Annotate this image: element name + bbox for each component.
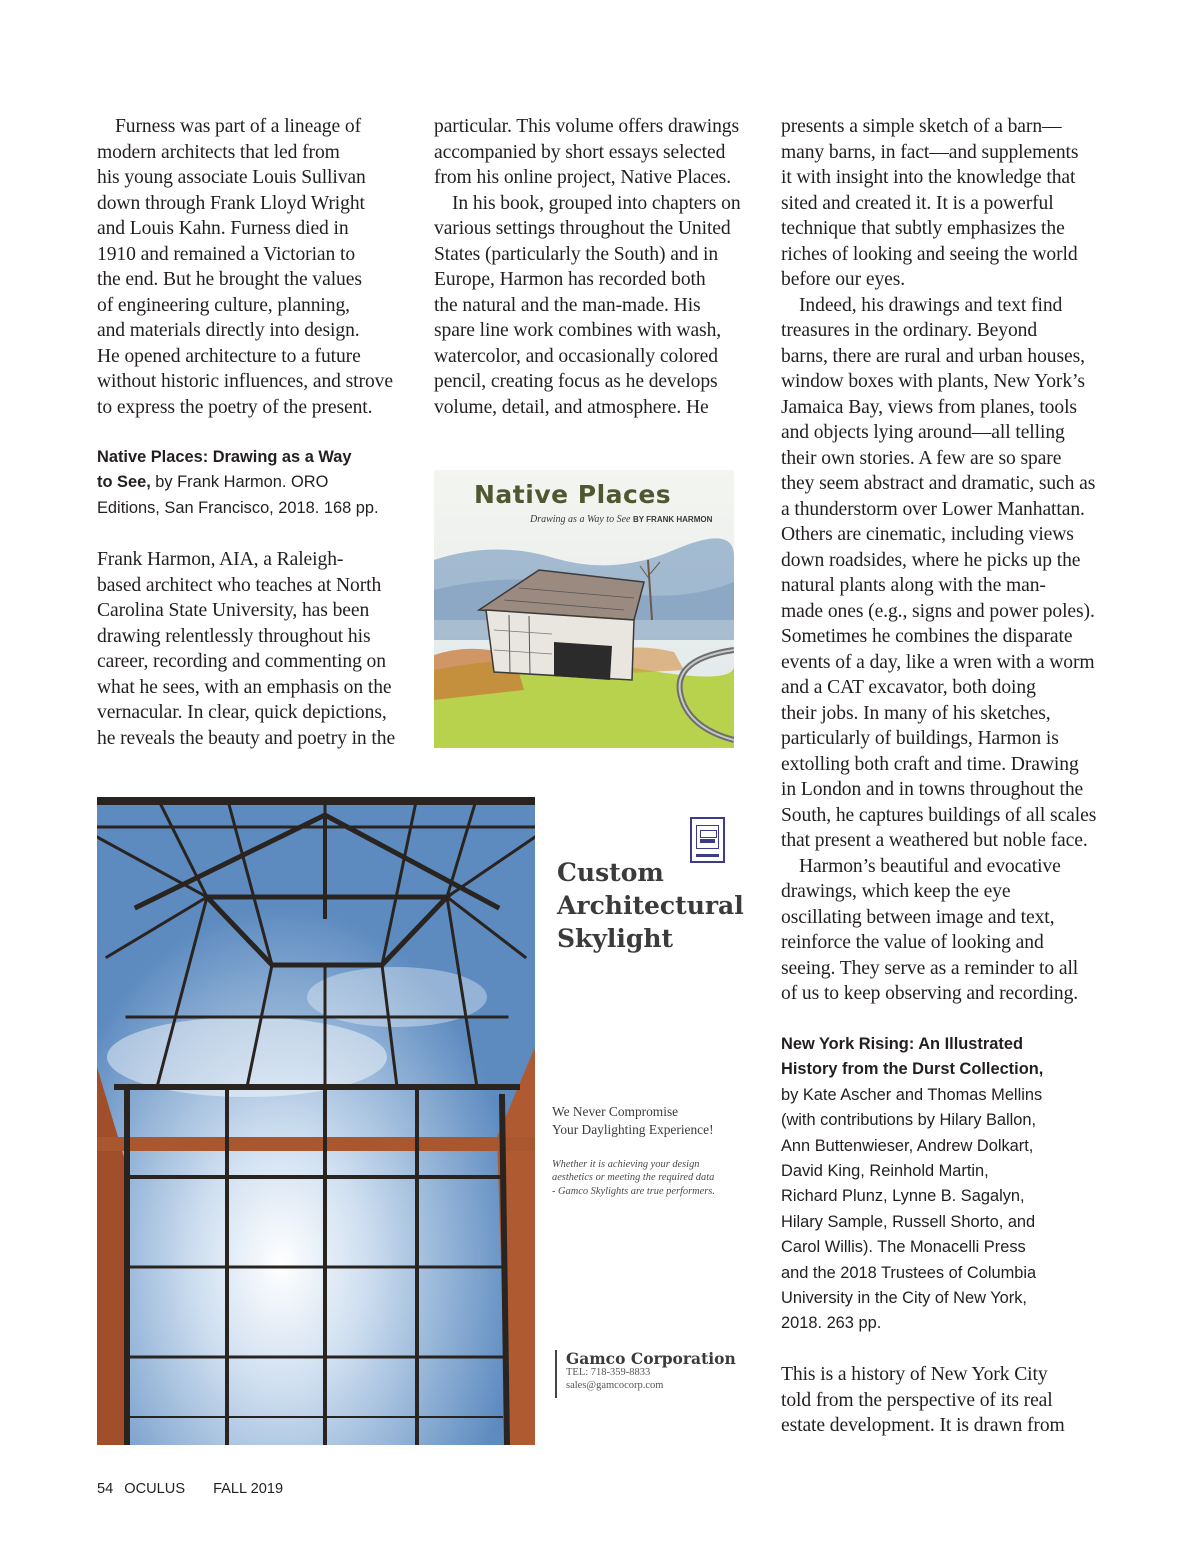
citation-line: David King, Reinhold Martin, — [781, 1162, 989, 1181]
text-line: of us to keep observing and recording. — [781, 983, 1079, 1004]
text-line: This is a history of New York City — [781, 1364, 1048, 1385]
text-line: watercolor, and occasionally colored — [434, 345, 718, 367]
text-line: many barns, in fact—and supplements — [781, 141, 1079, 163]
text-line: drawing relentlessly throughout his — [97, 625, 371, 647]
logo-emblem — [696, 825, 719, 849]
text-line: and a CAT excavator, both doing — [781, 677, 1036, 698]
skylight-illustration — [97, 797, 535, 1445]
ad-tagline — [552, 1103, 714, 1138]
text-line: reinforce the value of looking and — [781, 932, 1044, 953]
text-line: without historic influences, and strove — [97, 371, 393, 392]
book-publisher: Editions, San Francisco, 2018. 168 pp. — [97, 498, 379, 517]
column-3-text — [781, 114, 1101, 1007]
ad-headline-line: Skylight — [557, 924, 674, 953]
text-line: natural plants along with the man- — [781, 575, 1046, 596]
ad-telephone: TEL: 718-359-8833 — [566, 1367, 651, 1378]
barn-watercolor-illustration — [434, 470, 734, 748]
text-line: States (particularly the South) and in — [434, 243, 719, 265]
text-line: drawings, which keep the eye — [781, 881, 1011, 902]
text-line: riches of looking and seeing the world — [781, 243, 1078, 265]
page-number: 54 — [97, 1481, 114, 1497]
text-line: the end. But he brought the values — [97, 269, 362, 290]
citation-line: Carol Willis). The Monacelli Press — [781, 1238, 1026, 1257]
text-line: Others are cinematic, including views — [781, 524, 1074, 545]
column-2-para-1 — [434, 114, 744, 420]
text-line: a thunderstorm over Lower Manhattan. — [781, 498, 1085, 520]
ad-tagline-line: We Never Compromise — [552, 1104, 679, 1119]
skylight-photo — [97, 797, 535, 1445]
text-line: particularly of buildings, Harmon is — [781, 728, 1059, 749]
text-line: Furness was part of a lineage of — [115, 116, 361, 137]
text-line: barns, there are rural and urban houses, — [781, 345, 1085, 367]
ad-tagline-line: Your Daylighting Experience! — [552, 1121, 714, 1137]
ad-email: sales@gamcocorp.com — [566, 1379, 664, 1391]
text-line: what he sees, with an emphasis on the — [97, 676, 392, 698]
ad-description-line: - Gamco Skylights are true performers. — [552, 1185, 715, 1197]
cover-subtitle — [530, 514, 712, 525]
text-line: extolling both craft and time. Drawing — [781, 753, 1079, 775]
citation-line: and the 2018 Trustees of Columbia — [781, 1263, 1037, 1282]
citation-line: 2018. 263 pp. — [781, 1314, 882, 1333]
citation-line: by Kate Ascher and Thomas Mellins — [781, 1085, 1043, 1104]
book-title: Native Places: Drawing as a Way — [97, 448, 352, 466]
text-line: before our eyes. — [781, 269, 906, 290]
text-line: their own stories. A few are so spare — [781, 447, 1062, 469]
text-line: various settings throughout the United — [434, 218, 731, 239]
ad-headline-line: Custom — [557, 858, 664, 887]
book-title: to See, — [97, 473, 151, 492]
text-line: the natural and the man-made. His — [434, 294, 701, 316]
text-line: He opened architecture to a future — [97, 345, 361, 367]
ad-description-line: aesthetics or meeting the required data — [552, 1172, 715, 1184]
page-footer — [97, 1481, 294, 1497]
text-line: events of a day, like a wren with a worm — [781, 651, 1095, 673]
text-line: estate development. It is drawn from — [781, 1415, 1065, 1436]
text-line: and objects lying around—all telling — [781, 422, 1065, 443]
text-line: seeing. They serve as a reminder to all — [781, 957, 1079, 979]
citation-line: (with contributions by Hilary Ballon, — [781, 1111, 1037, 1130]
text-line: and materials directly into design. — [97, 320, 360, 341]
publication-name: OCULUS — [124, 1481, 186, 1497]
citation-line: Ann Buttenwieser, Andrew Dolkart, — [781, 1136, 1034, 1155]
text-line: career, recording and commenting on — [97, 651, 386, 672]
text-line: particular. This volume offers drawings — [434, 116, 739, 137]
ad-description-line: Whether it is achieving your design — [552, 1159, 700, 1170]
ad-headline — [557, 856, 744, 955]
text-line: Jamaica Bay, views from planes, tools — [781, 396, 1077, 418]
column-1-para-1 — [97, 114, 407, 420]
text-line: he reveals the beauty and poetry in the — [97, 727, 396, 749]
text-line: down through Frank Lloyd Wright — [97, 192, 365, 214]
text-line: In his book, grouped into chapters on — [452, 192, 741, 214]
text-line: down roadsides, where he picks up the — [781, 549, 1081, 571]
text-line: based architect who teaches at North — [97, 574, 382, 596]
book-cover-image — [434, 470, 734, 748]
text-line: technique that subtly emphasizes the — [781, 218, 1065, 239]
book-citation-new-york-rising — [781, 1032, 1101, 1337]
ad-contact-block — [555, 1350, 736, 1398]
text-line: presents a simple sketch of a barn— — [781, 116, 1062, 137]
text-line: of engineering culture, planning, — [97, 294, 350, 316]
text-line: 1910 and remained a Victorian to — [97, 243, 356, 265]
citation-line: Richard Plunz, Lynne B. Sagalyn, — [781, 1187, 1025, 1206]
text-line: volume, detail, and atmosphere. He — [434, 396, 709, 418]
book-title: New York Rising: An Illustrated — [781, 1035, 1023, 1053]
text-line: Europe, Harmon has recorded both — [434, 269, 706, 290]
text-line: Frank Harmon, AIA, a Raleigh- — [97, 549, 344, 570]
text-line: made ones (e.g., signs and power poles). — [781, 600, 1095, 622]
cover-author: BY FRANK HARMON — [632, 515, 713, 524]
book-citation-native-places — [97, 445, 407, 521]
text-line: they seem abstract and dramatic, such as — [781, 473, 1096, 494]
text-line: in London and in towns throughout the — [781, 779, 1084, 800]
text-line: Indeed, his drawings and text find — [799, 294, 1063, 316]
ad-description — [552, 1158, 715, 1198]
text-line: it with insight into the knowledge that — [781, 167, 1076, 188]
text-line: South, he captures buildings of all scales — [781, 804, 1097, 826]
text-line: to express the poetry of the present. — [97, 396, 373, 418]
text-line: spare line work combines with wash, — [434, 320, 722, 341]
citation-line: University in the City of New York, — [781, 1289, 1027, 1308]
text-line: pencil, creating focus as he develops — [434, 371, 718, 392]
text-line: from his online project, Native Places. — [434, 167, 732, 188]
text-line: their jobs. In many of his sketches, — [781, 702, 1051, 724]
text-line: treasures in the ordinary. Beyond — [781, 320, 1038, 341]
ad-headline-line: Architectural — [557, 891, 744, 920]
citation-line: Hilary Sample, Russell Shorto, and — [781, 1212, 1036, 1231]
text-line: Carolina State University, has been — [97, 600, 370, 621]
text-line: his young associate Louis Sullivan — [97, 167, 366, 188]
text-line: Harmon’s beautiful and evocative — [799, 855, 1061, 877]
text-line: told from the perspective of its real — [781, 1389, 1053, 1411]
book-title: History from the Durst Collection, — [781, 1060, 1044, 1079]
cover-title: Native Places — [474, 480, 672, 509]
ad-company-name: Gamco Corporation — [566, 1349, 736, 1368]
text-line: accompanied by short essays selected — [434, 141, 726, 163]
text-line: vernacular. In clear, quick depictions, — [97, 702, 387, 723]
text-line: oscillating between image and text, — [781, 906, 1055, 928]
issue-label: FALL 2019 — [213, 1481, 284, 1497]
cover-subtitle-text: Drawing as a Way to See — [530, 514, 631, 525]
text-line: window boxes with plants, New York’s — [781, 371, 1085, 392]
book-byline: by Frank Harmon. ORO — [150, 473, 329, 492]
text-line: Sometimes he combines the disparate — [781, 626, 1073, 647]
text-line: sited and created it. It is a powerful — [781, 192, 1054, 214]
text-line: modern architects that led from — [97, 141, 340, 163]
text-line: that present a weathered but noble face. — [781, 830, 1088, 851]
text-line: and Louis Kahn. Furness died in — [97, 218, 349, 239]
column-3-para-4 — [781, 1362, 1101, 1439]
column-1-para-2 — [97, 547, 407, 751]
